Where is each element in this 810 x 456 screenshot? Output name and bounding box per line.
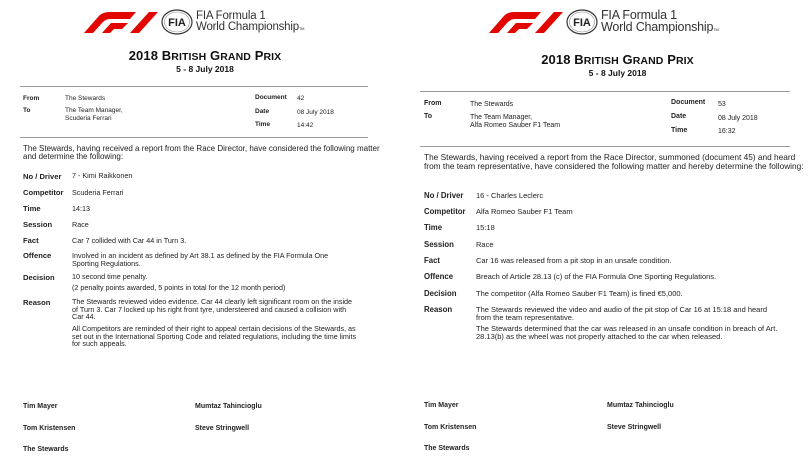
document-label: Document [671, 99, 706, 106]
trademark: TM [298, 25, 305, 31]
header-divider-top [420, 91, 790, 92]
signature-stewards: The Stewards [23, 446, 69, 453]
signature-steward-1: Tim Mayer [23, 403, 58, 410]
reason-label: Reason [23, 298, 51, 307]
offence-label: Offence [424, 272, 454, 281]
reason-paragraph-1: The Stewards reviewed the video and audio of the pit stop of Car 16 at 15:18 and heard from the team representative. [476, 305, 768, 323]
logo-line-2: World Championship [196, 20, 299, 33]
grand-prix-title [10, 48, 400, 74]
driver-value: 7 - Kimi Raikkonen [72, 171, 133, 180]
fact-value: Car 16 was released from a pit stop in an unsafe condition. [476, 256, 672, 265]
stewards-decision-document-53 [405, 0, 810, 456]
incident-time-label: Time [23, 204, 41, 213]
decision-value: The competitor (Alfa Romeo Sauber F1 Team) is fined €5,000. [476, 289, 683, 298]
time-value: 14:42 [297, 122, 314, 129]
signature-steward-3: Tom Kristensen [424, 424, 477, 431]
reason-paragraph-2: All Competitors are reminded of their right to appeal certain decisions of the Stewards, as set out in the International Sporting Code and related regulations, including the time limits for such appeals. [72, 324, 357, 349]
signature-steward-4: Steve Stringwell [607, 424, 662, 431]
decision-note: (2 penalty points awarded, 5 points in total for the 12 month period) [72, 283, 286, 292]
signature-steward-2: Mumtaz Tahincioglu [607, 402, 674, 409]
time-value: 16:32 [718, 128, 736, 135]
signature-steward-4: Steve Stringwell [195, 425, 250, 432]
event-name: 2018 BRITISH GRAND PRIX [128, 48, 282, 63]
session-value: Race [476, 240, 494, 249]
offence-value: Breach of Article 28.13 (c) of the FIA Formula One Sporting Regulations. [476, 272, 717, 281]
signature-stewards: The Stewards [424, 445, 470, 452]
reason-paragraph-1: The Stewards reviewed video evidence. Car 44 clearly left significant room on the inside of Turn 3. Car 7 locked up his right front tyre, understeered and caused a collision with Car 44. [72, 297, 353, 322]
intro-paragraph: The Stewards, having received a report from the Race Director, summoned (document 45) and heard from the team representative, have considered the following matter and hereby determine the following: [424, 152, 804, 172]
offence-value: Involved in an incident as defined by Art 38.1 as defined by the FIA Formula One Sporting Regulations. [72, 251, 329, 268]
from-label: From [424, 100, 442, 107]
session-label: Session [424, 240, 454, 249]
f1-fia-logo [76, 9, 304, 35]
document-number: 42 [297, 95, 305, 102]
incident-time-value: 15:18 [476, 223, 495, 232]
fact-value: Car 7 collided with Car 44 in Turn 3. [72, 236, 187, 245]
logo-line-2: World Championship [601, 19, 714, 34]
intro-paragraph: The Stewards, having received a report from the Race Director, have considered the following matter and determine the following: [23, 144, 380, 162]
to-label: To [23, 107, 31, 114]
championship-wordmark [601, 9, 719, 36]
incident-time-label: Time [424, 223, 443, 232]
from-value: The Stewards [470, 101, 514, 108]
date-value: 08 July 2018 [718, 115, 758, 122]
from-label: From [23, 95, 40, 102]
stewards-decision-document-42 [0, 0, 400, 456]
signature-steward-3: Tom Kristensen [23, 425, 76, 432]
document-number: 53 [718, 101, 726, 108]
svg-text:FIA: FIA [573, 17, 591, 29]
to-label: To [424, 113, 433, 120]
signature-steward-2: Mumtaz Tahincioglu [195, 403, 262, 410]
event-name: 2018 BRITISH GRAND PRIX [541, 52, 694, 67]
offence-label: Offence [23, 251, 52, 260]
reason-label: Reason [424, 305, 453, 314]
driver-label: No / Driver [23, 172, 62, 181]
incident-time-value: 14:13 [72, 204, 90, 213]
time-label: Time [671, 127, 688, 134]
competitor-label: Competitor [424, 207, 466, 216]
decision-value: 10 second time penalty. [72, 272, 148, 281]
f1-logo-icon [481, 11, 563, 33]
championship-wordmark [196, 11, 304, 34]
header-divider-bottom [20, 137, 368, 138]
logo-line-1: FIA Formula 1 [601, 7, 677, 22]
f1-logo-icon [76, 11, 158, 33]
fact-label: Fact [23, 236, 39, 245]
driver-label: No / Driver [424, 191, 464, 200]
fia-emblem-icon [566, 9, 598, 35]
trademark: TM [713, 26, 719, 32]
to-value: The Team Manager, Scuderia Ferrari [65, 107, 123, 122]
competitor-value: Alfa Romeo Sauber F1 Team [476, 207, 573, 216]
competitor-value: Scuderia Ferrari [72, 188, 124, 197]
fia-emblem-icon [161, 9, 193, 35]
svg-text:FIA: FIA [168, 17, 186, 29]
date-label: Date [255, 108, 270, 115]
logo-line-1: FIA Formula 1 [196, 9, 266, 22]
date-label: Date [671, 113, 687, 120]
time-label: Time [255, 121, 271, 128]
decision-label: Decision [424, 289, 457, 298]
session-value: Race [72, 220, 89, 229]
date-value: 08 July 2018 [297, 109, 334, 116]
event-dates: 5 - 8 July 2018 [588, 68, 647, 78]
decision-label: Decision [23, 273, 55, 282]
f1-fia-logo [481, 9, 719, 35]
reason-paragraph-2: The Stewards determined that the car was released in an unsafe condition in breach of Art. 28.13(b) as the wheel was not properly attached to the car when released. [476, 324, 778, 342]
event-dates: 5 - 8 July 2018 [176, 64, 234, 74]
competitor-label: Competitor [23, 188, 64, 197]
from-value: The Stewards [65, 95, 106, 102]
document-label: Document [255, 94, 287, 101]
header-divider-top [20, 86, 368, 87]
driver-value: 16 - Charles Leclerc [476, 191, 544, 200]
header-divider-bottom [420, 146, 790, 147]
grand-prix-title [425, 52, 810, 78]
session-label: Session [23, 220, 53, 229]
signature-steward-1: Tim Mayer [424, 402, 459, 409]
fact-label: Fact [424, 256, 441, 265]
to-value: The Team Manager, Alfa Romeo Sauber F1 Team [470, 114, 561, 129]
